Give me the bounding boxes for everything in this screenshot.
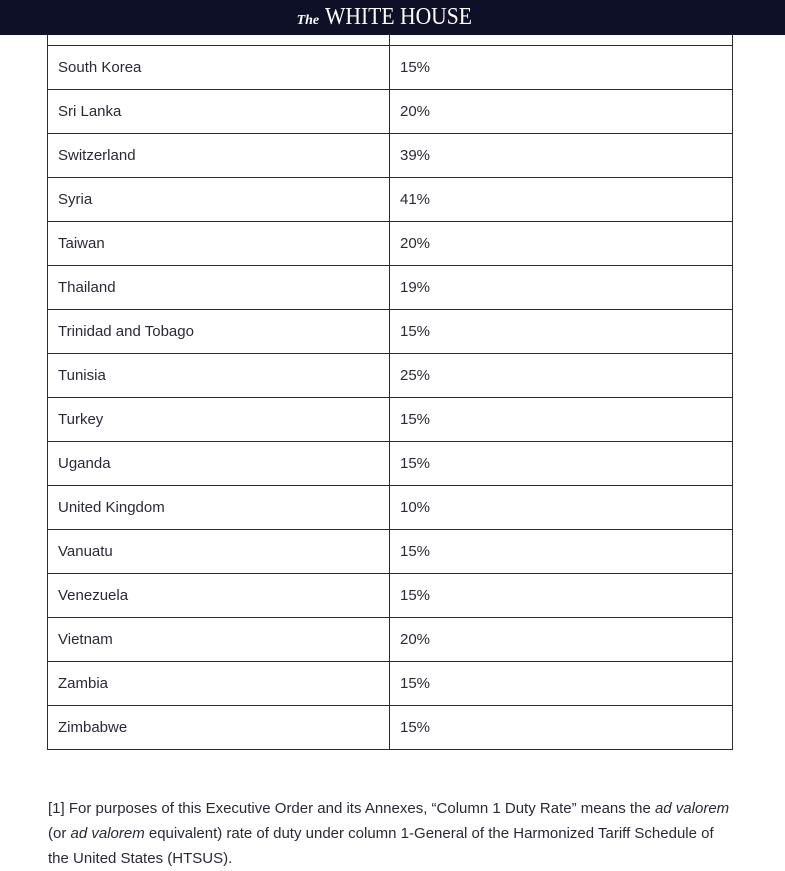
country-cell: Uganda — [48, 442, 390, 486]
rate-cell: 15% — [390, 398, 733, 442]
rate-cell: 15% — [390, 46, 733, 90]
table-cell-partial — [48, 35, 390, 46]
table-row — [48, 90, 733, 134]
table-row — [48, 222, 733, 266]
rate-cell: 20% — [390, 222, 733, 266]
country-cell: United Kingdom — [48, 486, 390, 530]
table-row-partial — [48, 35, 733, 46]
tariff-table-container — [47, 35, 732, 750]
footnote-text-1: [1] For purposes of this Executive Order and its Annexes, “Column 1 Duty Rate” means the — [48, 800, 655, 817]
table-row — [48, 178, 733, 222]
rate-cell: 15% — [390, 442, 733, 486]
brand-prefix: The — [296, 13, 320, 28]
table-cell-partial — [390, 35, 733, 46]
country-cell: Syria — [48, 178, 390, 222]
table-row — [48, 706, 733, 750]
white-house-logo-link[interactable] — [297, 4, 489, 31]
table-row — [48, 310, 733, 354]
footnote-italic-2: ad valorem — [70, 825, 145, 842]
table-row — [48, 46, 733, 90]
table-row — [48, 486, 733, 530]
country-cell: Vanuatu — [48, 530, 390, 574]
country-cell: Taiwan — [48, 222, 390, 266]
rate-cell: 25% — [390, 354, 733, 398]
rate-cell: 19% — [390, 266, 733, 310]
table-row — [48, 530, 733, 574]
rate-cell: 39% — [390, 134, 733, 178]
footnote-text-3: equivalent) rate of duty under column 1-General of the Harmonized Tariff Schedule of the United States (HTSUS). — [48, 825, 714, 867]
table-row — [48, 266, 733, 310]
rate-cell: 15% — [390, 310, 733, 354]
table-row — [48, 134, 733, 178]
country-cell: South Korea — [48, 46, 390, 90]
country-cell: Venezuela — [48, 574, 390, 618]
country-cell: Trinidad and Tobago — [48, 310, 390, 354]
footnote-1 — [48, 796, 738, 871]
country-cell: Vietnam — [48, 618, 390, 662]
country-cell: Tunisia — [48, 354, 390, 398]
footnote-text-2: (or — [48, 825, 71, 842]
rate-cell: 15% — [390, 706, 733, 750]
rate-cell: 15% — [390, 574, 733, 618]
country-cell: Switzerland — [48, 134, 390, 178]
rate-cell: 20% — [390, 618, 733, 662]
rate-cell: 41% — [390, 178, 733, 222]
site-header — [0, 0, 785, 35]
country-cell: Zimbabwe — [48, 706, 390, 750]
tariff-rate-table — [47, 35, 733, 750]
country-cell: Sri Lanka — [48, 90, 390, 134]
rate-cell: 10% — [390, 486, 733, 530]
table-row — [48, 618, 733, 662]
table-row — [48, 398, 733, 442]
country-cell: Thailand — [48, 266, 390, 310]
country-cell: Turkey — [48, 398, 390, 442]
footnote-italic-1: ad valorem — [654, 800, 730, 817]
table-row — [48, 662, 733, 706]
rate-cell: 15% — [390, 662, 733, 706]
rate-cell: 15% — [390, 530, 733, 574]
rate-cell: 20% — [390, 90, 733, 134]
table-row — [48, 574, 733, 618]
tariff-table-body — [48, 35, 733, 750]
brand-name: WHITE HOUSE — [325, 4, 473, 30]
country-cell: Zambia — [48, 662, 390, 706]
table-row — [48, 442, 733, 486]
table-row — [48, 354, 733, 398]
